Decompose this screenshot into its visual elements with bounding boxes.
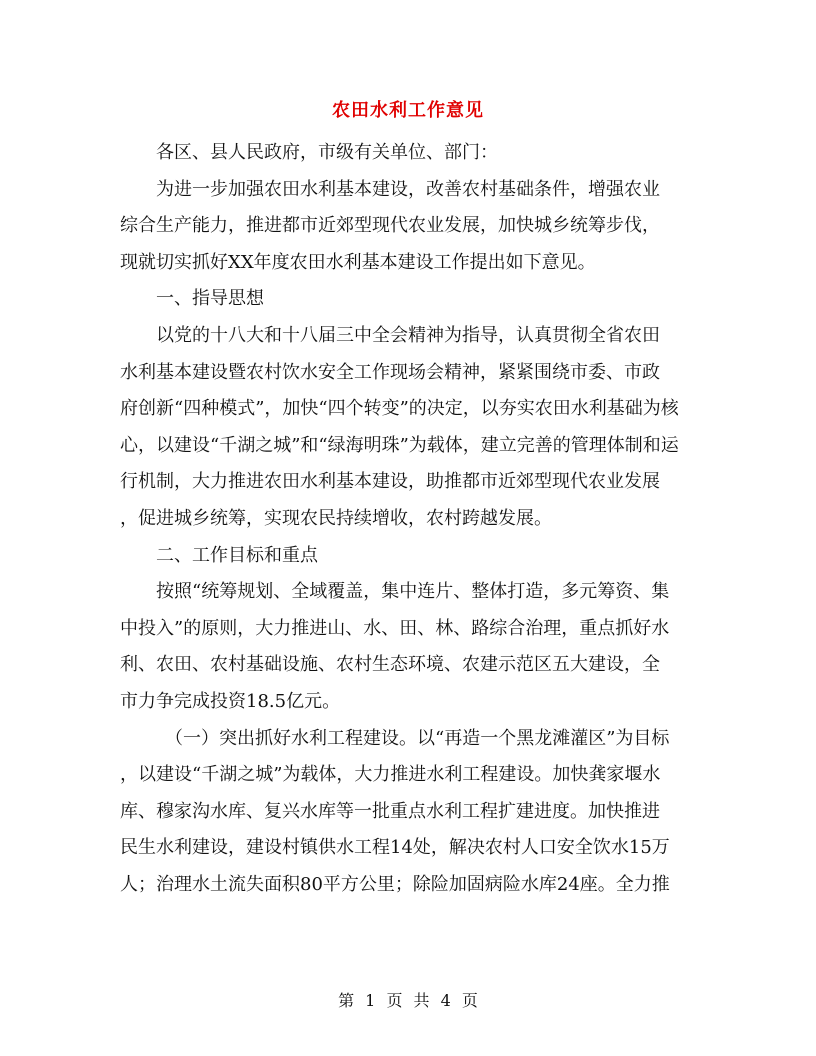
- text-line: ，促进城乡统筹，实现农民持续增收，农村跨越发展。: [120, 507, 552, 529]
- text-line: 心，以建设“千湖之城”和“绿海明珠”为载体，建立完善的管理体制和运: [120, 434, 679, 456]
- document-title: 农田水利工作意见: [332, 100, 484, 121]
- text-line: 利、农田、农村基础设施、农村生态环境、农建示范区五大建设，全: [120, 654, 660, 676]
- text-line: 行机制，大力推进农田水利基本建设，助推都市近郊型现代农业发展: [120, 471, 660, 493]
- text-line: 各区、县人民政府，市级有关单位、部门：: [156, 142, 498, 163]
- text-line: 现就切实抓好XX年度农田水利基本建设工作提出如下意见。: [120, 251, 596, 273]
- text-line: ，以建设“千湖之城”为载体，大力推进水利工程建设。加快龚家堰水: [120, 764, 661, 786]
- text-line: 按照“统筹规划、全域覆盖，集中连片、整体打造，多元筹资、集: [156, 581, 670, 603]
- text-line: 二、工作目标和重点: [156, 544, 318, 566]
- text-line: 民生水利建设，建设村镇供水工程14处，解决农村人口安全饮水15万: [120, 837, 670, 859]
- text-line: （一）突出抓好水利工程建设。以“再造一个黑龙滩灌区”为目标: [165, 727, 670, 749]
- text-line: 库、穆家沟水库、复兴水库等一批重点水利工程扩建进度。加快推进: [120, 800, 660, 822]
- text-line: 综合生产能力，推进都市近郊型现代农业发展，加快城乡统筹步伐，: [120, 215, 660, 237]
- text-line: 人；治理水土流失面积80平方公里；除险加固病险水库24座。全力推: [120, 873, 670, 895]
- text-line: 一、指导思想: [156, 288, 264, 310]
- text-line: 水利基本建设暨农村饮水安全工作现场会精神，紧紧围绕市委、市政: [120, 361, 660, 383]
- text-line: 中投入”的原则，大力推进山、水、田、林、路综合治理，重点抓好水: [120, 617, 670, 639]
- text-line: 市力争完成投资18.5亿元。: [120, 690, 341, 712]
- text-line: 府创新“四种模式”，加快“四个转变”的决定，以夯实农田水利基础为核: [120, 398, 679, 420]
- text-line: 以党的十八大和十八届三中全会精神为指导，认真贯彻全省农田: [156, 324, 660, 346]
- document-body: [120, 135, 696, 903]
- page-footer: 第 1 页 共 4 页: [338, 991, 478, 1010]
- text-line: 为进一步加强农田水利基本建设，改善农村基础条件，增强农业: [156, 178, 660, 200]
